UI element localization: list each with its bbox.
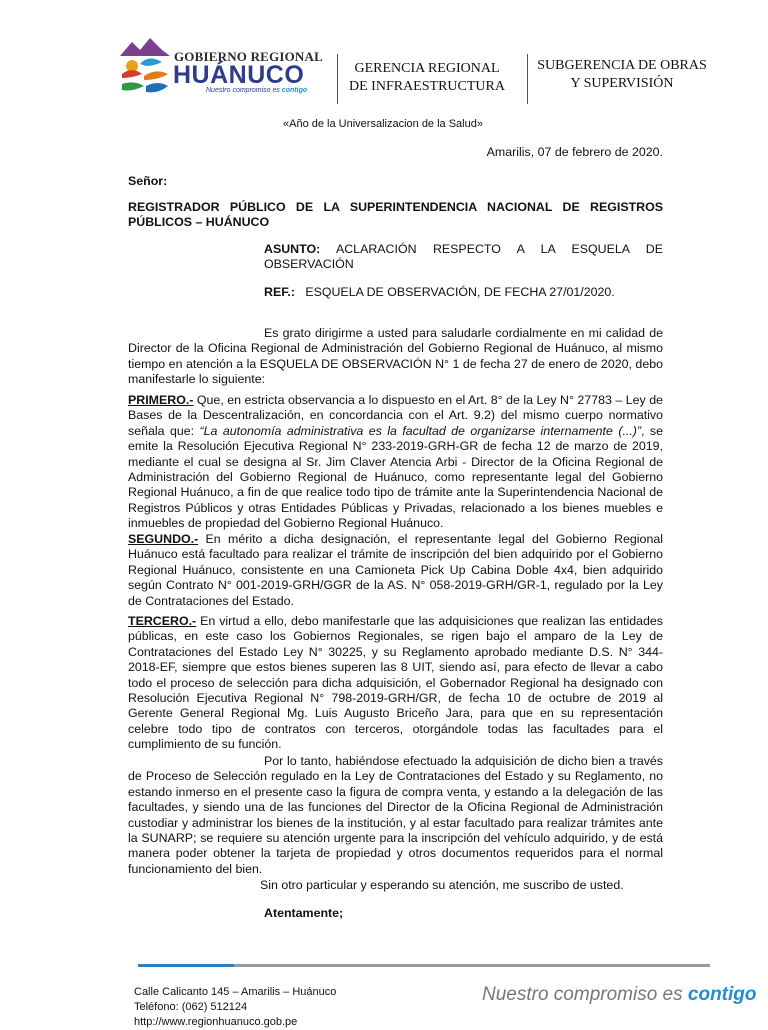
salutation: Señor: [128,174,168,188]
subgerencia-heading: SUBGERENCIA DE OBRAS Y SUPERVISIÓN [537,58,707,91]
tercero-label: TERCERO.- [128,614,197,628]
ref-label: REF.: [264,285,295,299]
letter-date: Amarilis, 07 de febrero de 2020. [486,145,663,159]
primero-paragraph: PRIMERO.- Que, en estricta observancia a lo dispuesto en el Art. 8° de la Ley N° 27783 – Ley de Bases de la Descentralización, en concordancia con el Art. 9.2) del mismo cuerpo normativo señala que: “La autonomía administrativa es la facultad de organizarse internamente (...)”, se emite la Resolución Ejecutiva Regional N° 233-2019-GRH-GR de fecha 12 de marzo de 2019, mediante el cual se designa al Sr. Jim Claver Atencia Arbi - Director de la Oficina Regional de Administración del Gobierno Regional de Huánuco, como representante legal del Gobierno Regional Huánuco, a fin de que realice todo tipo de trámite ante la Superintendencia Nacional de Registros Públicos y otras Entidades Públicas y Privadas, relacionado a los bienes muebles e inmuebles de propiedad del Gobierno Regional Huánuco. [128,393,663,531]
header-divider [527,54,528,104]
footer-phone: Teléfono: (062) 512124 [134,1001,248,1013]
recipient: REGISTRADOR PÚBLICO DE LA SUPERINTENDENCIA NACIONAL DE REGISTROS PÚBLICOS – HUÁNUCO [128,200,663,230]
footer-slogan: Nuestro compromiso es contigo [482,984,757,1005]
header-divider [337,54,338,104]
logo-top-text: GOBIERNO REGIONAL [174,49,323,64]
logo-tagline: Nuestro compromiso es contigo [206,87,308,94]
conclusion-paragraph: Por lo tanto, habiéndose efectuado la adquisición de dicho bien a través de Proceso de Selección regulado en la Ley de Contrataciones del Estado y su Reglamento, no estando inmerso en el presente caso la figura de compra venta, y estando a la delegación de las facultades, y siendo una de las funciones del Director de la Oficina Regional de Administración custodiar y administrar los bienes de la institución, y al estar facultado para realizar trámites ante la SUNARP; se requiere su atención urgente para la inscripción del vehículo adquirido, y de está manera poder obtener la tarjeta de propiedad y otros documentos requeridos para el normal funcionamiento del bien. [128,754,663,876]
tercero-paragraph: TERCERO.- En virtud a ello, debo manifestarle que las adquisiciones que realizan las entidades públicas, en este caso los Gobiernos Regionales, se rigen bajo el amparo de la Ley de Contrataciones del Estado Ley N° 30225, y su Reglamento aprobado mediante D.S. N° 344-2018-EF, siempre que estos bienes superen las 8 UIT, siendo así, para efecto de llevar a cabo todo el proceso de selección para dicha adquisición, el Gobernador Regional ha designado con Resolución Ejecutiva Regional N° 798-2019-GRH/GR, de fecha 10 de octubre de 2019 al Gerente General Regional Mg. Luis Augusto Briceño Jara, para que en su representación celebre todo tipo de contratos con terceros, otorgándole todas las facultades para el cumplimiento de su función. [128,614,663,752]
segundo-label: SEGUNDO.- [128,532,199,546]
legal-quote: “La autonomía administrativa es la facultad de organizarse internamente (...)” [199,423,642,438]
intro-paragraph: Es grato dirigirme a usted para saludarle cordialmente en mi calidad de Director de la Oficina Regional de Administración del Gobierno Regional de Huánuco, al mismo tiempo en atención a la ESQUELA DE OBSERVACIÓN N° 1 de fecha 27 de enero de 2020, debo manifestarle lo siguiente: [128,326,663,387]
reference [264,285,663,300]
year-motto: «Año de la Universalizacion de la Salud» [283,118,483,130]
asunto-text: ACLARACIÓN RESPECTO A LA ESQUELA DE OBSERVACIÓN [264,242,664,272]
footer-divider-accent [138,964,234,967]
segundo-paragraph: SEGUNDO.- En mérito a dicha designación, el representante legal del Gobierno Regional Huánuco está facultado para realizar el trámite de inscripción del bien adquirido por el Gobierno Regional Huánuco, consistente en una Camioneta Pick Up Cabina Doble 4x4, bien adquirido según Contrato N° 001-2019-GRH/GGR de la AS. N° 058-2019-GRH/GR-1, regulado por la Ley de Contrataciones del Estado. [128,532,663,608]
logo-main-text: HUÁNUCO [173,61,305,89]
footer-address: Calle Calicanto 145 – Amarilis – Huánuco [134,986,337,998]
gerencia-heading: GERENCIA REGIONAL DE INFRAESTRUCTURA [349,61,505,94]
gobierno-regional-logo [118,32,323,100]
signoff: Atentamente; [264,906,344,920]
footer-contact [134,985,336,1030]
ref-text: ESQUELA DE OBSERVACIÓN, DE FECHA 27/01/2020. [305,285,615,299]
asunto-label: ASUNTO: [264,242,321,256]
footer-website[interactable]: http://www.regionhuanuco.gob.pe [134,1016,298,1028]
asunto [264,242,663,273]
primero-label: PRIMERO.- [128,393,194,407]
closing-line: Sin otro particular y esperando su atención, me suscribo de usted. [260,878,624,892]
mountain-emblem-icon [118,36,172,98]
